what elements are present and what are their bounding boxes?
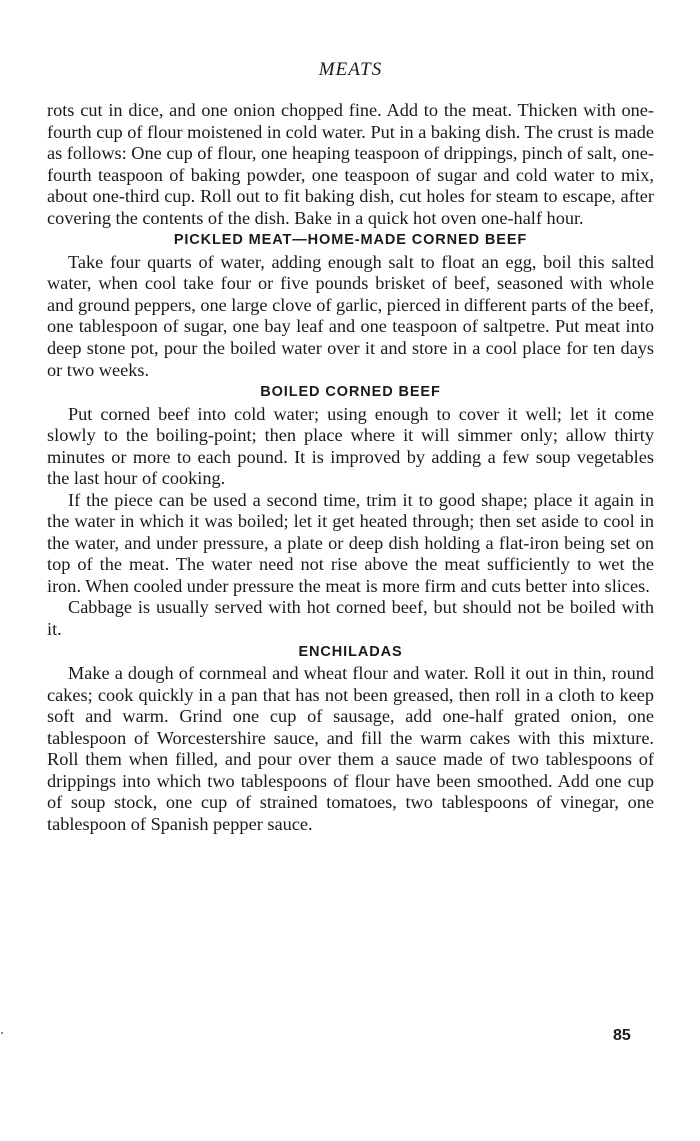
recipe-heading: PICKLED MEAT—HOME-MADE CORNED BEEF xyxy=(173,232,528,249)
recipe-pickled-meat xyxy=(47,230,654,381)
book-page xyxy=(47,58,654,835)
recipe-boiled-corned-beef xyxy=(47,382,654,641)
recipe-heading: BOILED CORNED BEEF xyxy=(260,384,441,401)
margin-speck xyxy=(1,1032,3,1034)
paragraph: Put corned beef into cold water; using enough to cover it well; let it come slowly to the boiling-point; then place where it will simmer only; allow thirty minutes or more to each pound. It is improved by adding a few soup vegetables the last hour of cooking. xyxy=(47,403,654,489)
paragraph: Make a dough of cornmeal and wheat flour and water. Roll it out in thin, round cakes; cook quickly in a pan that has not been greased, then roll in a cloth to keep soft and warm. Grind one cup of sausage, add one-half grated onion, one tablespoon of Worcestershire sauce, and fill the warm cakes with this mixture. Roll them when filled, and pour over them a sauce made of two tablespoons of drippings into which two tablespoons of flour have been smoothed. Add one cup of soup stock, one cup of strained tomatoes, two tablespoons of vinegar, one tablespoon of Spanish pepper sauce. xyxy=(47,663,654,834)
paragraph: If the piece can be used a second time, trim it to good shape; place it again in the water in which it was boiled; let it get heated through; then set aside to cool in the water, and under pressure, a plate or deep dish holding a flat-iron being set on top of the meat. The water need not rise above the meat sufficiently to wet the iron. When cooled under pressure the meat is more firm and cuts better into slices. xyxy=(47,489,654,596)
page-number: 85 xyxy=(613,1027,631,1044)
recipe-enchiladas xyxy=(47,642,654,836)
paragraph: Cabbage is usually served with hot corned beef, but should not be boiled with it. xyxy=(47,597,654,640)
recipe-heading: ENCHILADAS xyxy=(298,643,403,660)
paragraph: Take four quarts of water, adding enough salt to float an egg, boil this salted water, when cool take four or five pounds brisket of beef, seasoned with whole and ground peppers, one large clove of garlic, pierced in different parts of the beef, one tablespoon of sugar, one bay leaf and one teaspoon of saltpetre. Put meat into deep stone pot, pour the boiled water over it and store in a cool place for ten days or two weeks. xyxy=(47,251,654,380)
recipe-continuation xyxy=(47,100,654,229)
running-head: MEATS xyxy=(318,59,383,80)
paragraph: rots cut in dice, and one onion chopped fine. Add to the meat. Thicken with one-fourth cup of flour moistened in cold water. Put in a baking dish. The crust is made as follows: One cup of flour, one heaping teaspoon of drippings, pinch of salt, one-fourth teaspoon of baking powder, one teaspoon of sugar and cold water to mix, about one-third cup. Roll out to fit baking dish, cut holes for steam to escape, after covering the contents of the dish. Bake in a quick hot oven one-half hour. xyxy=(47,100,654,228)
